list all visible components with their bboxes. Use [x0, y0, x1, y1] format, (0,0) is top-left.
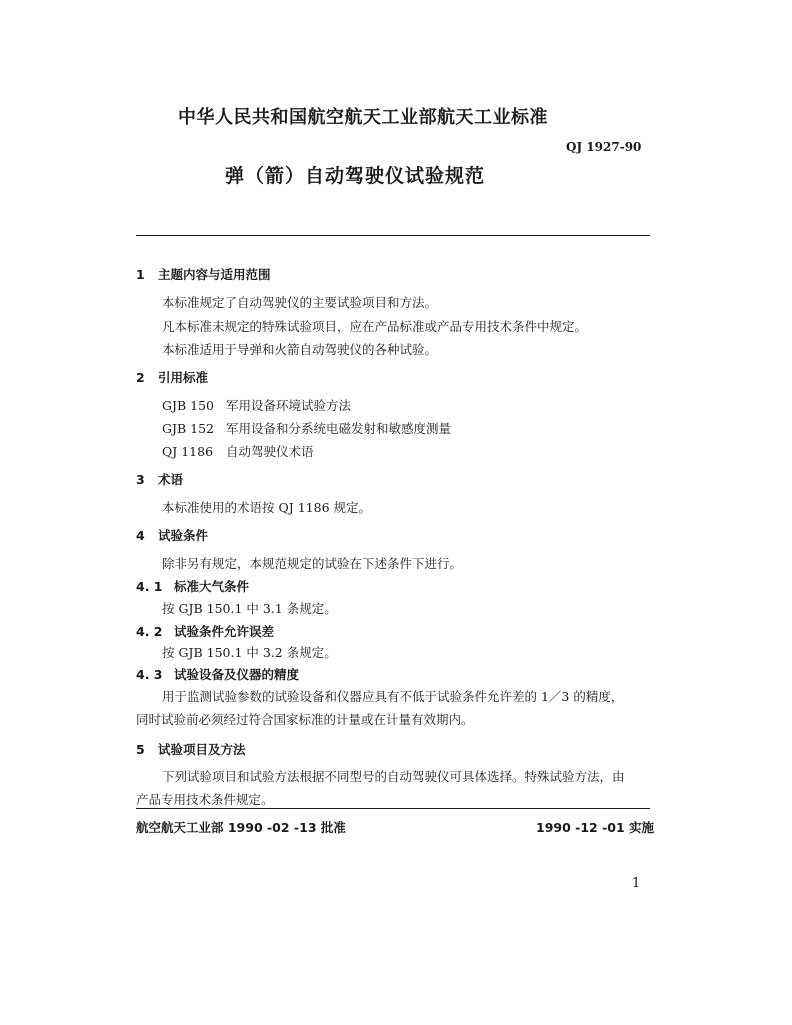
section-number: 5 — [136, 742, 145, 757]
section-number: 2 — [136, 370, 145, 385]
section-title: 试验项目及方法 — [158, 742, 246, 757]
reference-code: GJB 150 — [162, 398, 215, 413]
subsection-title: 标准大气条件 — [174, 579, 250, 594]
section-2-heading — [136, 368, 208, 386]
subsection-number: 4. 2 — [136, 624, 163, 639]
reference-item — [162, 396, 351, 414]
approval-date: 航空航天工业部 1990 -02 -13 批准 — [136, 820, 346, 835]
reference-item — [162, 442, 314, 460]
reference-name: 军用设备和分系统电磁发射和敏感度测量 — [226, 421, 452, 436]
page-number: 1 — [632, 876, 641, 891]
section-title: 主题内容与适用范围 — [158, 267, 271, 282]
section-5-heading — [136, 740, 246, 758]
section-number: 4 — [136, 528, 145, 543]
subsection-title: 试验设备及仪器的精度 — [174, 667, 300, 682]
section-title: 引用标准 — [158, 370, 209, 385]
section-title: 术语 — [158, 472, 184, 487]
title-divider — [136, 235, 650, 236]
reference-code: QJ 1186 — [162, 444, 214, 459]
paragraph: 本标准使用的术语按 QJ 1186 规定。 — [162, 500, 371, 515]
issuing-organization: 中华人民共和国航空航天工业部航天工业标准 — [178, 107, 548, 128]
reference-code: GJB 152 — [162, 421, 215, 436]
paragraph: 按 GJB 150.1 中 3.2 条规定。 — [162, 645, 337, 660]
implementation-date: 1990 -12 -01 实施 — [536, 820, 655, 835]
section-title: 试验条件 — [158, 528, 209, 543]
paragraph: 下列试验项目和试验方法根据不同型号的自动驾驶仪可具体选择。特殊试验方法，由 — [162, 769, 625, 784]
section-number: 3 — [136, 472, 145, 487]
paragraph-continuation: 产品专用技术条件规定。 — [136, 792, 274, 807]
paragraph: 用于监测试验参数的试验设备和仪器应具有不低于试验条件允许差的 1／3 的精度， — [162, 689, 624, 704]
paragraph: 本标准规定了自动驾驶仪的主要试验项目和方法。 — [162, 295, 438, 310]
section-1-heading — [136, 265, 271, 283]
subsection-number: 4. 3 — [136, 667, 163, 682]
section-3-heading — [136, 470, 183, 488]
subsection-4-2-heading — [136, 622, 274, 640]
section-number: 1 — [136, 267, 145, 282]
reference-name: 自动驾驶仪术语 — [226, 444, 314, 459]
reference-item — [162, 419, 451, 437]
subsection-number: 4. 1 — [136, 579, 163, 594]
paragraph: 凡本标准未规定的特殊试验项目，应在产品标准或产品专用技术条件中规定。 — [162, 319, 588, 334]
section-4-heading — [136, 526, 208, 544]
document-title: 弹（箭）自动驾驶仪试验规范 — [225, 165, 486, 187]
footer-divider — [136, 808, 650, 809]
paragraph: 本标准适用于导弹和火箭自动驾驶仪的各种试验。 — [162, 342, 438, 357]
paragraph: 除非另有规定，本规范规定的试验在下述条件下进行。 — [162, 556, 463, 571]
reference-name: 军用设备环境试验方法 — [226, 398, 352, 413]
paragraph-continuation: 同时试验前必须经过符合国家标准的计量或在计量有效期内。 — [136, 712, 474, 727]
subsection-title: 试验条件允许误差 — [174, 624, 275, 639]
subsection-4-3-heading — [136, 665, 299, 683]
paragraph: 按 GJB 150.1 中 3.1 条规定。 — [162, 601, 337, 616]
subsection-4-1-heading — [136, 577, 249, 595]
standard-code: QJ 1927-90 — [566, 140, 642, 154]
